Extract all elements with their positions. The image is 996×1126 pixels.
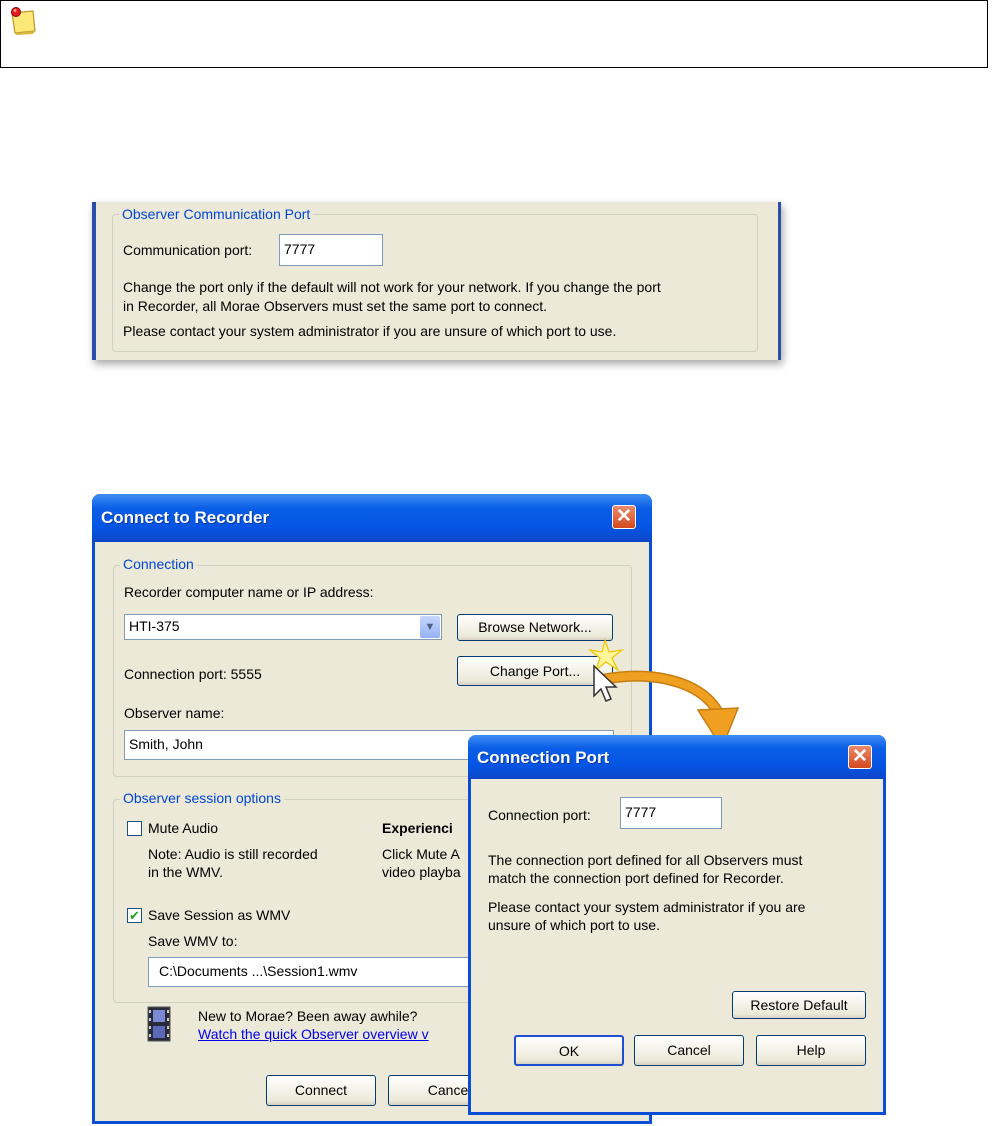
port-dialog-port-input[interactable]: 7777 bbox=[620, 797, 722, 829]
port-dialog-desc-line-1: The connection port defined for all Observers must bbox=[488, 852, 803, 868]
port-dialog-contact-line-1: Please contact your system administrator if you are bbox=[488, 899, 806, 915]
experience-line-2: video playba bbox=[382, 864, 461, 880]
dropdown-arrow-icon[interactable]: ▼ bbox=[420, 616, 440, 638]
mouse-pointer-icon bbox=[594, 666, 616, 701]
group-title: Observer Communication Port bbox=[119, 206, 313, 222]
description-line-1: Change the port only if the default will not work for your network. If you change the port bbox=[123, 279, 661, 295]
sparkle-icon bbox=[590, 640, 622, 670]
title-bar bbox=[92, 494, 652, 542]
mute-note-line-2: in the WMV. bbox=[148, 864, 223, 880]
connection-group-title: Connection bbox=[120, 556, 197, 572]
save-wmv-checkbox[interactable] bbox=[127, 908, 142, 923]
session-options-title: Observer session options bbox=[120, 790, 284, 806]
port-label: Communication port: bbox=[123, 242, 253, 258]
connect-button[interactable]: Connect bbox=[266, 1075, 376, 1106]
port-dialog-title: Connection Port bbox=[477, 748, 610, 767]
overview-link[interactable]: Watch the quick Observer overview v bbox=[198, 1026, 429, 1042]
change-port-button[interactable]: Change Port... bbox=[457, 656, 613, 686]
experience-line-1: Click Mute A bbox=[382, 846, 460, 862]
note-box bbox=[0, 0, 988, 68]
dialog-title: Connect to Recorder bbox=[101, 508, 270, 527]
connection-port-text: Connection port: 5555 bbox=[124, 666, 262, 682]
connection-port-dialog bbox=[468, 735, 886, 1115]
ok-button[interactable]: OK bbox=[514, 1035, 624, 1066]
close-icon: ✕ bbox=[852, 746, 868, 767]
port-dialog-cancel-button[interactable]: Cancel bbox=[634, 1035, 744, 1066]
recorder-label: Recorder computer name or IP address: bbox=[124, 584, 374, 600]
observer-port-group bbox=[112, 206, 758, 352]
port-dialog-port-label: Connection port: bbox=[488, 807, 591, 823]
observer-name-input[interactable]: Smith, John bbox=[124, 730, 614, 760]
experience-heading: Experienci bbox=[382, 820, 453, 836]
observer-port-panel bbox=[92, 202, 781, 360]
close-button[interactable] bbox=[612, 505, 636, 529]
close-icon: ✕ bbox=[616, 506, 632, 527]
mute-audio-label: Mute Audio bbox=[148, 820, 219, 836]
save-wmv-to-label: Save WMV to: bbox=[148, 933, 238, 949]
communication-port-input[interactable]: 7777 bbox=[279, 234, 383, 266]
recorder-combo[interactable] bbox=[124, 614, 442, 640]
port-dialog-contact-line-2: unsure of which port to use. bbox=[488, 917, 660, 933]
recorder-value: HTI-375 bbox=[129, 618, 180, 634]
port-dialog-title-bar bbox=[468, 735, 886, 779]
new-to-morae-text: New to Morae? Been away awhile? bbox=[198, 1008, 418, 1024]
checkmark-icon: ✔ bbox=[129, 908, 140, 923]
sticky-note-icon bbox=[7, 5, 37, 35]
save-wmv-label: Save Session as WMV bbox=[148, 907, 291, 923]
save-path-input[interactable]: C:\Documents ...\Session1.wmv bbox=[148, 957, 478, 987]
mute-note-line-1: Note: Audio is still recorded bbox=[148, 846, 318, 862]
mute-audio-checkbox[interactable] bbox=[127, 821, 142, 836]
contact-admin-text: Please contact your system administrator if you are unsure of which port to use. bbox=[123, 323, 617, 339]
description-line-2: in Recorder, all Morae Observers must set the same port to connect. bbox=[123, 298, 548, 314]
film-icon bbox=[147, 1006, 171, 1042]
port-dialog-help-button[interactable]: Help bbox=[756, 1035, 866, 1066]
cancel-button[interactable]: Cance bbox=[388, 1075, 508, 1106]
restore-default-button[interactable]: Restore Default bbox=[732, 991, 866, 1019]
observer-name-label: Observer name: bbox=[124, 705, 225, 721]
port-dialog-desc-line-2: match the connection port defined for Recorder. bbox=[488, 870, 784, 886]
browse-network-button[interactable]: Browse Network... bbox=[457, 614, 613, 641]
port-dialog-close-button[interactable] bbox=[848, 745, 872, 769]
